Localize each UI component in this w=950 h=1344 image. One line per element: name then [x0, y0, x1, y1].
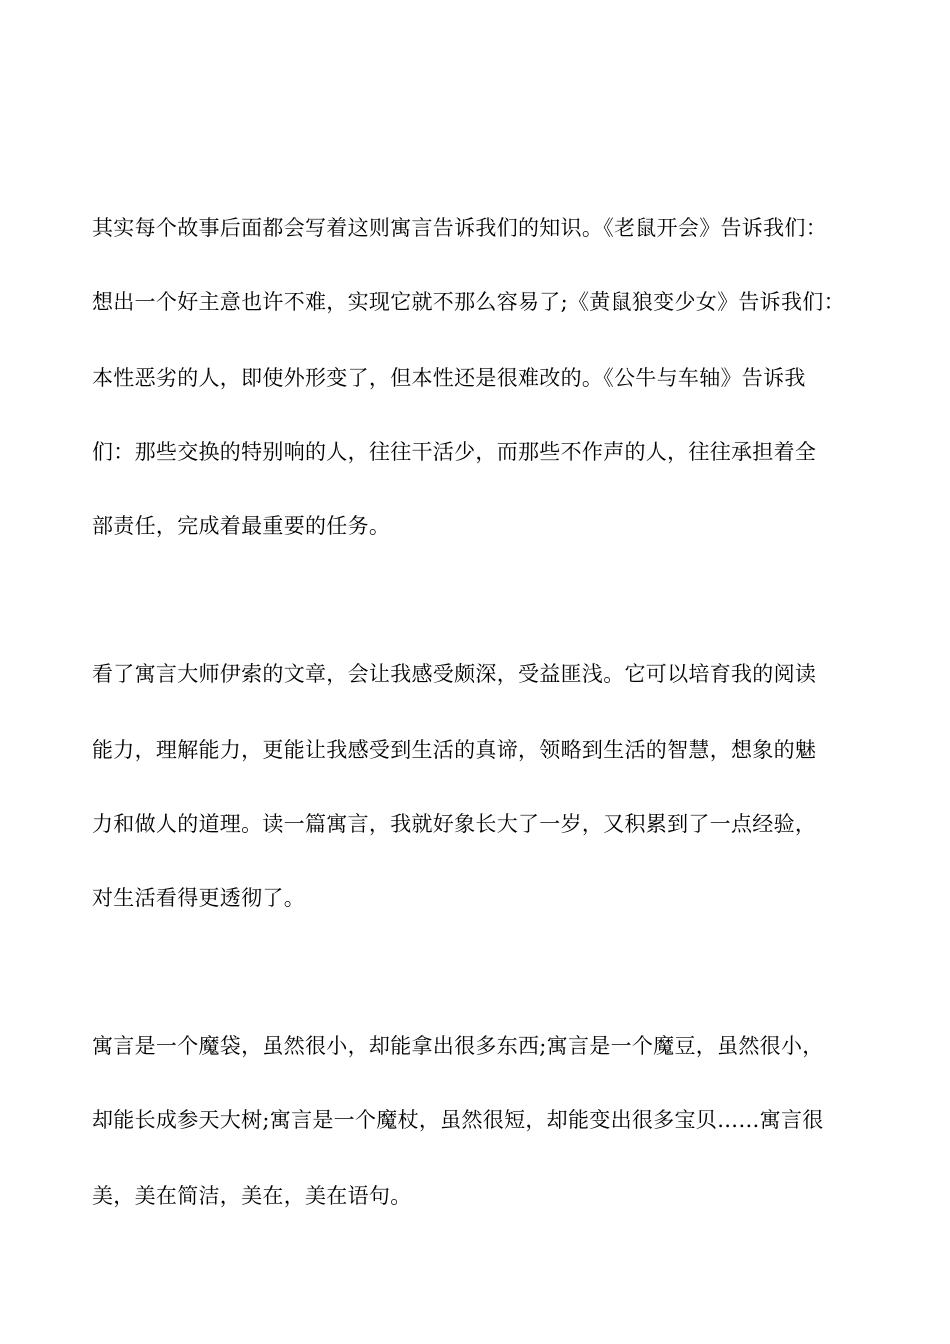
text-line: 力和做人的道理。读一篇寓言，我就好象长大了一岁，又积累到了一点经验，	[92, 812, 817, 836]
text-line: 其实每个故事后面都会写着这则寓言告诉我们的知识。《老鼠开会》告诉我们：	[92, 216, 827, 240]
text-line: 想出一个好主意也许不难，实现它就不那么容易了;《黄鼠狼变少女》告诉我们：	[92, 290, 845, 314]
text-line: 寓言是一个魔袋，虽然很小，却能拿出很多东西;寓言是一个魔豆，虽然很小，	[92, 1034, 824, 1058]
text-line: 本性恶劣的人，即使外形变了，但本性还是很难改的。《公牛与车轴》告诉我	[92, 366, 806, 390]
text-line: 能力，理解能力，更能让我感受到生活的真谛，领略到生活的智慧，想象的魅	[92, 738, 817, 762]
text-line: 部责任，完成着最重要的任务。	[92, 514, 391, 538]
text-line: 美，美在简洁，美在，美在语句。	[92, 1184, 412, 1208]
text-line: 们：那些交换的特别响的人，往往干活少，而那些不作声的人，往往承担着全	[92, 440, 817, 464]
text-line: 看了寓言大师伊索的文章，会让我感受颇深，受益匪浅。它可以培育我的阅读	[92, 662, 817, 686]
text-line: 却能长成参天大树;寓言是一个魔杖，虽然很短，却能变出很多宝贝……寓言很	[92, 1108, 824, 1132]
text-line: 对生活看得更透彻了。	[92, 886, 305, 910]
